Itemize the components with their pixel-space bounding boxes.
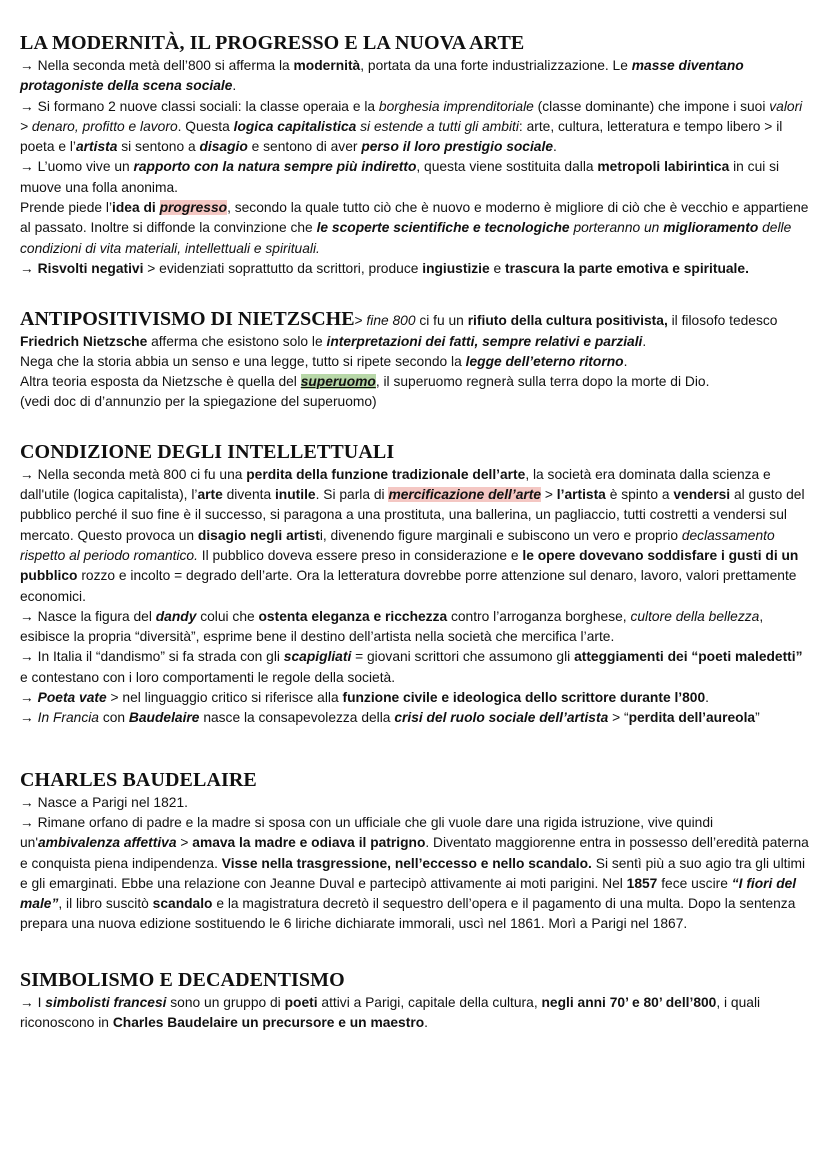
section-intellettuali bbox=[20, 439, 810, 729]
paragraph: → L’uomo vive un rapporto con la natura sempre più indiretto, questa viene sostituita dalla metropoli labirintica in cui si muove una folla anonima. bbox=[20, 159, 780, 195]
section-title: CHARLES BAUDELAIRE bbox=[20, 768, 257, 791]
paragraph: → Nella seconda metà 800 ci fu una perdita della funzione tradizionale dell’arte, la società era dominata dalla scienza e dall'utile (logica capitalista), l’arte diventa inutile. Si parla di mercificazione dell’arte > l’artista è spinto a vendersi al gusto del pubblico perché il suo fine è il successo, si paragona a una prostituta, una ballerina, un pagliaccio, tutti costretti a vendersi sul mercato. Questo provoca un disagio negli artisti, divenendo figure marginali e subiscono un vero e proprio declassamento rispetto al periodo romantico. Il pubblico doveva essere preso in considerazione e le opere dovevano soddisfare i gusti di un pubblico rozzo e incolto = degrado dell’arte. Ora la letteratura dovrebbe porre attenzione sul denaro, lavoro, valori prettamente economici. bbox=[20, 466, 805, 604]
section-title: LA MODERNITÀ, IL PROGRESSO E LA NUOVA ARTE bbox=[20, 32, 525, 54]
paragraph: → In Italia il “dandismo” si fa strada con gli scapigliati = giovani scrittori che assumono gli atteggiamenti dei “poeti maledetti” e contestano con i loro comportamenti le regole della società. bbox=[20, 649, 803, 685]
paragraph: → Rimane orfano di padre e la madre si sposa con un ufficiale che gli vuole dare una rigida istruzione, vive quindi un'ambivalenza affettiva > amava la madre e odiava il patrigno. Diventato maggiorenne entra in possesso dell’eredità paterna e conquista piena indipendenza. Visse nella trasgressione, nell’eccesso e nello scandalo. Si sentì più a suo agio tra gli ultimi e gli emarginati. Ebbe una relazione con Jeanne Duval e partecipò attivamente ai moti parigini. Nel 1857 fece uscire “I fiori del male”, il libro suscitò scandalo e la magistratura decretò il sequestro dell’opera e il pagamento di una multa. Dopo la sentenza prepara una nuova edizione sostituendo le 6 liriche dichiarate immorali, uscì nel 1861. Morì a Parigi nel 1867. bbox=[20, 814, 809, 932]
paragraph: → Poeta vate > nel linguaggio critico si riferisce alla funzione civile e ideologica dello scrittore durante l’800. bbox=[20, 690, 709, 706]
paragraph: ANTIPOSITIVISMO DI NIETZSCHE> fine 800 ci fu un rifiuto della cultura positivista, il filosofo tedesco Friedrich Nietzsche afferma che esistono solo le interpretazioni dei fatti, sempre relativi e parziali. bbox=[20, 308, 778, 349]
section-nietzsche bbox=[20, 309, 810, 412]
document-page bbox=[20, 30, 810, 1059]
section-title: ANTIPOSITIVISMO DI NIETZSCHE bbox=[20, 308, 355, 331]
paragraph: → Risvolti negativi > evidenziati soprattutto da scrittori, produce ingiustizie e trascura la parte emotiva e spirituale. bbox=[20, 260, 749, 276]
paragraph: → In Francia con Baudelaire nasce la consapevolezza della crisi del ruolo sociale dell’artista > “perdita dell’aureola” bbox=[20, 710, 760, 726]
paragraph: → Nella seconda metà dell’800 si afferma la modernità, portata da una forte industrializzazione. Le masse diventano protagoniste della scena sociale. bbox=[20, 58, 744, 94]
section-simbolismo bbox=[20, 967, 810, 1034]
section-baudelaire bbox=[20, 767, 810, 935]
paragraph: Altra teoria esposta da Nietzsche è quella del superuomo, il superuomo regnerà sulla terra dopo la morte di Dio. bbox=[20, 374, 710, 390]
paragraph: Prende piede l’idea di progresso, secondo la quale tutto ciò che è nuovo e moderno è migliore di ciò che è vecchio e appartiene al passato. Inoltre si diffonde la convinzione che le scoperte scientifiche e tecnologiche porteranno un miglioramento delle condizioni di vita materiali, intellettuali e spirituali. bbox=[20, 200, 809, 256]
paragraph: (vedi doc di d’annunzio per la spiegazione del superuomo) bbox=[20, 394, 377, 410]
highlight-mercificazione: mercificazione dell’arte bbox=[388, 487, 542, 503]
paragraph: → Si formano 2 nuove classi sociali: la classe operaia e la borghesia imprenditoriale (classe dominante) che impone i suoi valori > denaro, profitto e lavoro. Questa logica capitalistica si estende a tutti gli ambiti: arte, cultura, letteratura e tempo libero > il poeta e l’artista si sentono a disagio e sentono di aver perso il loro prestigio sociale. bbox=[20, 98, 803, 155]
highlight-progresso: progresso bbox=[159, 200, 228, 216]
section-modernita bbox=[20, 30, 810, 279]
paragraph: → Nasce la figura del dandy colui che ostenta eleganza e ricchezza contro l’arroganza borghese, cultore della bellezza, esibisce la propria “diversità”, esprime bene il destino dell’artista nella società che mercifica l’arte. bbox=[20, 608, 764, 645]
paragraph: → Nasce a Parigi nel 1821. bbox=[20, 794, 188, 810]
section-title: SIMBOLISMO E DECADENTISMO bbox=[20, 968, 345, 991]
section-title: CONDIZIONE DEGLI INTELLETTUALI bbox=[20, 440, 395, 463]
paragraph: Nega che la storia abbia un senso e una legge, tutto si ripete secondo la legge dell’eterno ritorno. bbox=[20, 353, 628, 369]
highlight-superuomo: superuomo bbox=[300, 374, 376, 390]
paragraph: → I simbolisti francesi sono un gruppo di poeti attivi a Parigi, capitale della cultura, negli anni 70’ e 80’ dell’800, i quali riconoscono in Charles Baudelaire un precursore e un maestro. bbox=[20, 994, 761, 1030]
